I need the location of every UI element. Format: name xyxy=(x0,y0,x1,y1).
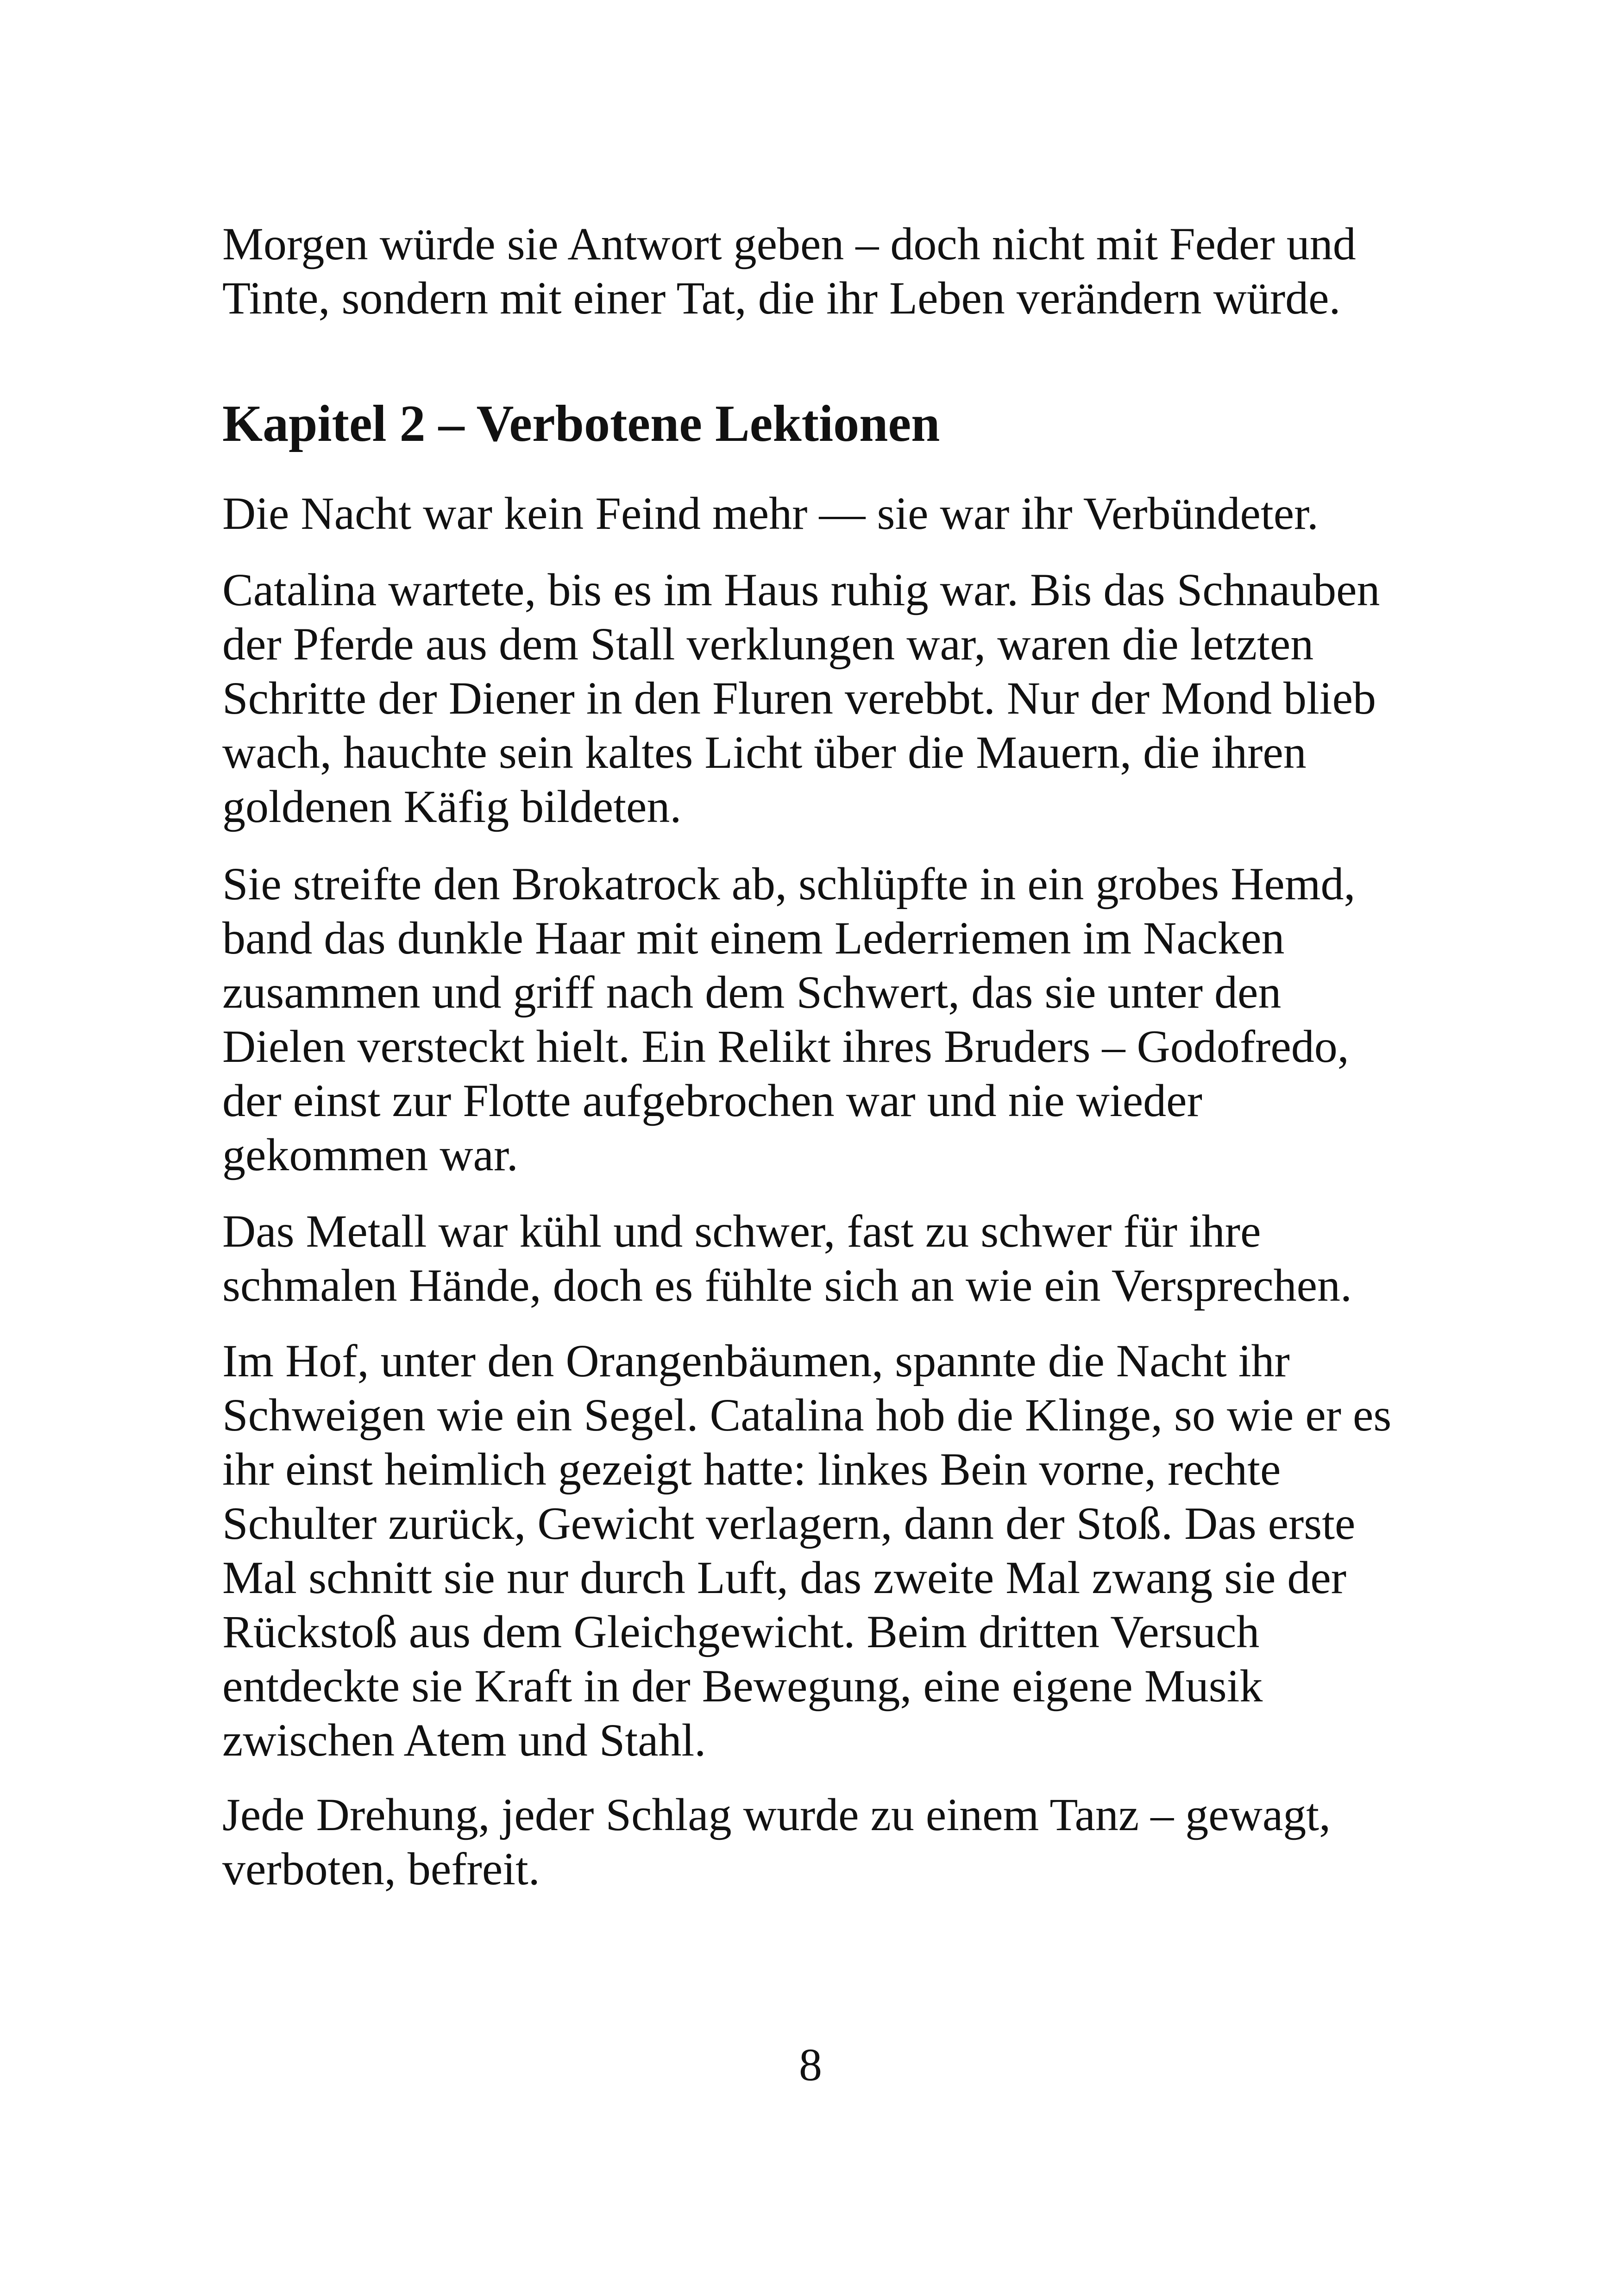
page-number: 8 xyxy=(799,2039,822,2090)
paragraph-1 xyxy=(222,486,1426,540)
text-line: zwischen Atem und Stahl. xyxy=(222,1714,706,1766)
text-line: Sie streifte den Brokatrock ab, schlüpfte in ein grobes Hemd, xyxy=(222,858,1356,910)
text-line: zusammen und griff nach dem Schwert, das sie unter den xyxy=(222,966,1282,1018)
paragraph-6 xyxy=(222,1788,1426,1896)
text-line: verboten, befreit. xyxy=(222,1843,540,1895)
chapter-heading: Kapitel 2 – Verbotene Lektionen xyxy=(222,395,940,452)
text-line: Dielen versteckt hielt. Ein Relikt ihres Bruders – Godofredo, xyxy=(222,1021,1349,1072)
text-line: schmalen Hände, doch es fühlte sich an wie ein Versprechen. xyxy=(222,1260,1352,1311)
intro-paragraph xyxy=(222,217,1426,325)
text-line: wach, hauchte sein kaltes Licht über die Mauern, die ihren xyxy=(222,727,1307,778)
text-line: Tinte, sondern mit einer Tat, die ihr Leben verändern würde. xyxy=(222,272,1341,324)
text-line: entdeckte sie Kraft in der Bewegung, eine eigene Musik xyxy=(222,1660,1263,1712)
paragraph-3 xyxy=(222,857,1426,1182)
text-line: Schweigen wie ein Segel. Catalina hob die Klinge, so wie er es xyxy=(222,1389,1392,1441)
paragraph-2 xyxy=(222,563,1426,834)
text-line: Das Metall war kühl und schwer, fast zu schwer für ihre xyxy=(222,1205,1261,1257)
text-line: Rückstoß aus dem Gleichgewicht. Beim dritten Versuch xyxy=(222,1606,1260,1657)
text-line: Mal schnitt sie nur durch Luft, das zweite Mal zwang sie der xyxy=(222,1552,1347,1603)
text-line: Catalina wartete, bis es im Haus ruhig war. Bis das Schnauben xyxy=(222,564,1380,615)
text-line: Morgen würde sie Antwort geben – doch nicht mit Feder und xyxy=(222,218,1356,270)
text-line: Im Hof, unter den Orangenbäumen, spannte die Nacht ihr xyxy=(222,1335,1290,1386)
paragraph-4 xyxy=(222,1204,1426,1312)
text-line: Die Nacht war kein Feind mehr — sie war ihr Verbündeter. xyxy=(222,488,1319,539)
text-line: Jede Drehung, jeder Schlag wurde zu einem Tanz – gewagt, xyxy=(222,1789,1331,1840)
paragraph-5 xyxy=(222,1334,1426,1767)
text-line: ihr einst heimlich gezeigt hatte: linkes Bein vorne, rechte xyxy=(222,1443,1281,1495)
text-line: goldenen Käfig bildeten. xyxy=(222,781,682,832)
text-line: gekommen war. xyxy=(222,1129,518,1180)
text-line: band das dunkle Haar mit einem Lederriemen im Nacken xyxy=(222,912,1285,964)
text-line: Schulter zurück, Gewicht verlagern, dann der Stoß. Das erste xyxy=(222,1498,1356,1549)
text-line: Schritte der Diener in den Fluren verebbt. Nur der Mond blieb xyxy=(222,672,1376,724)
text-line: der einst zur Flotte aufgebrochen war und nie wieder xyxy=(222,1075,1202,1126)
text-line: der Pferde aus dem Stall verklungen war, waren die letzten xyxy=(222,618,1314,670)
